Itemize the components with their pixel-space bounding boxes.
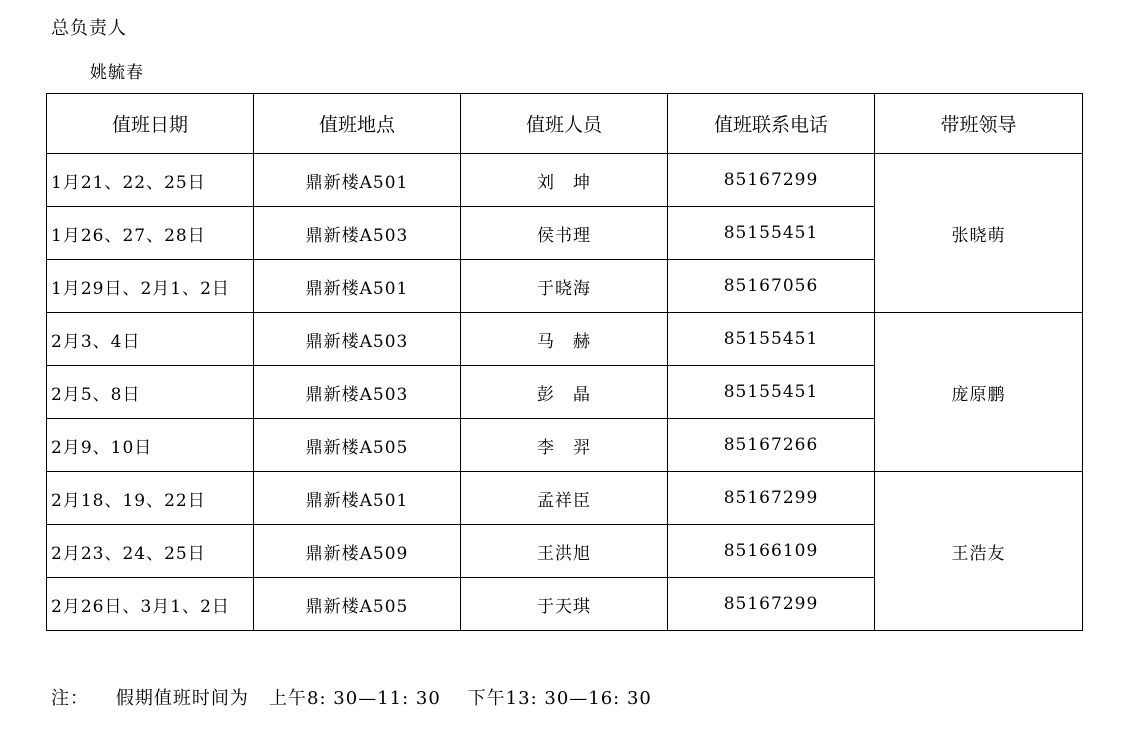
table-row [47,154,1083,207]
location-cell: 鼎新楼A505 [254,578,461,631]
person-cell: 于天琪 [461,578,668,631]
phone-cell: 85155451 [668,207,875,260]
column-header-person: 值班人员 [461,94,668,154]
column-header-leader: 带班领导 [875,94,1083,154]
date-cell: 2月23、24、25日 [47,525,254,578]
column-header-location: 值班地点 [254,94,461,154]
date-cell: 1月26、27、28日 [47,207,254,260]
phone-cell: 85167299 [668,154,875,207]
table-row [47,472,1083,525]
phone-cell: 85155451 [668,366,875,419]
responsible-label: 总负责人 [51,18,127,39]
phone-cell: 85166109 [668,525,875,578]
person-cell: 马 赫 [461,313,668,366]
column-header-phone: 值班联系电话 [668,94,875,154]
person-cell: 王洪旭 [461,525,668,578]
location-cell: 鼎新楼A505 [254,419,461,472]
phone-cell: 85167266 [668,419,875,472]
location-cell: 鼎新楼A503 [254,207,461,260]
person-cell: 于晓海 [461,260,668,313]
person-cell: 孟祥臣 [461,472,668,525]
person-cell: 刘 坤 [461,154,668,207]
location-cell: 鼎新楼A509 [254,525,461,578]
date-cell: 1月21、22、25日 [47,154,254,207]
phone-cell: 85155451 [668,313,875,366]
column-header-date: 值班日期 [47,94,254,154]
date-cell: 2月5、8日 [47,366,254,419]
date-cell: 2月9、10日 [47,419,254,472]
date-cell: 1月29日、2月1、2日 [47,260,254,313]
phone-cell: 85167056 [668,260,875,313]
phone-cell: 85167299 [668,578,875,631]
person-cell: 彭 晶 [461,366,668,419]
duty-schedule-table [46,93,1083,631]
location-cell: 鼎新楼A501 [254,472,461,525]
person-cell: 侯书理 [461,207,668,260]
location-cell: 鼎新楼A503 [254,313,461,366]
leader-cell: 王浩友 [875,472,1083,631]
phone-cell: 85167299 [668,472,875,525]
table-header-row [47,94,1083,154]
duty-hours-note: 注： 假期值班时间为 上午8: 30—11: 30 下午13: 30—16: 30 [51,688,652,709]
table-row [47,313,1083,366]
leader-cell: 张晓萌 [875,154,1083,313]
date-cell: 2月18、19、22日 [47,472,254,525]
person-cell: 李 羿 [461,419,668,472]
leader-cell: 庞原鹏 [875,313,1083,472]
responsible-name: 姚毓春 [90,63,144,83]
location-cell: 鼎新楼A501 [254,154,461,207]
location-cell: 鼎新楼A503 [254,366,461,419]
location-cell: 鼎新楼A501 [254,260,461,313]
date-cell: 2月3、4日 [47,313,254,366]
date-cell: 2月26日、3月1、2日 [47,578,254,631]
